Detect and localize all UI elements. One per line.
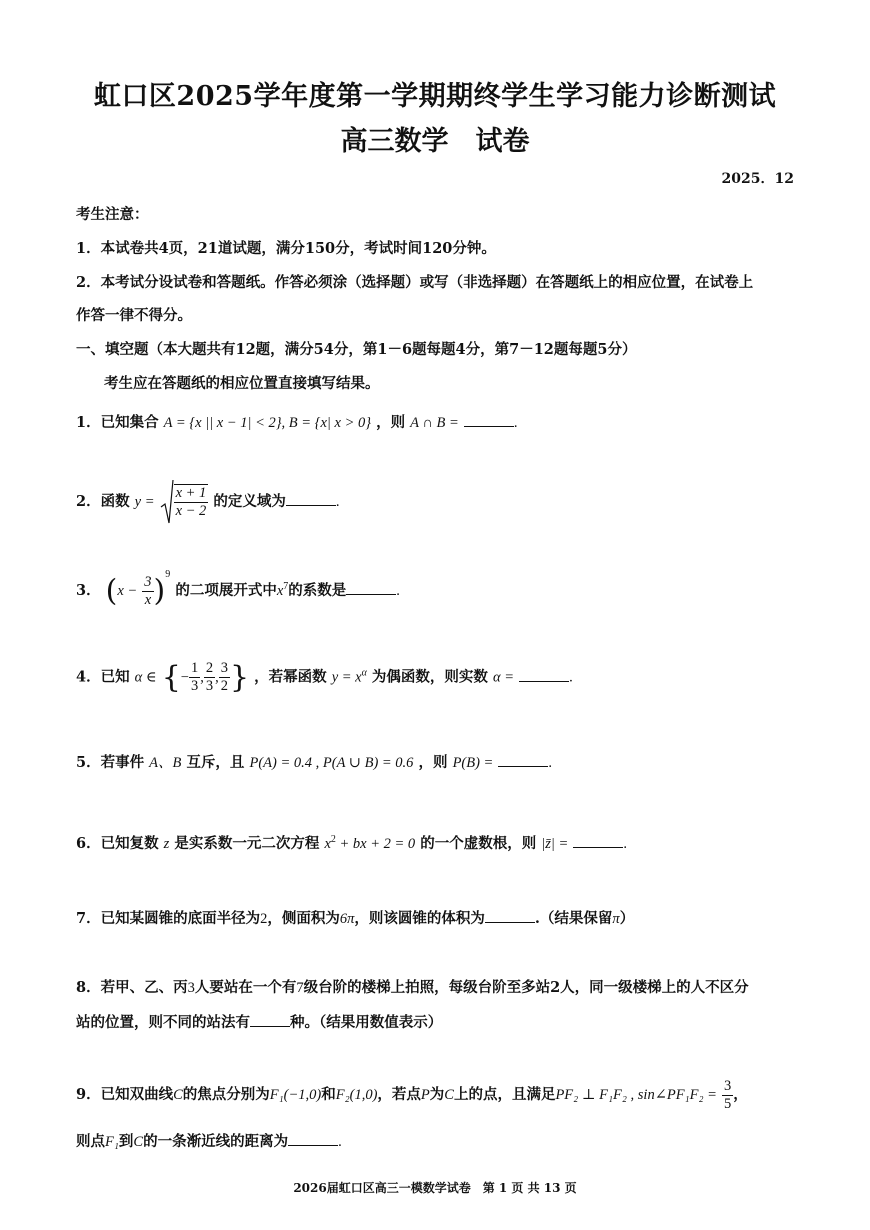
notice-item-2: 2．本考试分设试卷和答题纸。作答必须涂（选择题）或写（非选择题）在答题纸上的相应位置，在试卷上 <box>76 274 754 291</box>
notice-item-2-cont: 作答一律不得分。 <box>76 307 192 324</box>
answer-blank-6[interactable] <box>573 833 623 848</box>
exam-date: 2025．12 <box>721 171 794 187</box>
notice-heading: 考生注意： <box>76 206 149 223</box>
section-heading: 一、填空题（本大题共有12题，满分54分，第1－6题每题4分，第7－12题每题5分） <box>76 341 637 358</box>
question-3: 3． (x − $\frac{3}{x}$ )$^9$ 的二项展开式中$x^7$的系数是 . <box>76 569 400 609</box>
exam-subtitle: 高三数学 试卷 <box>340 126 530 157</box>
answer-blank-2[interactable] <box>286 491 336 506</box>
answer-blank-3[interactable] <box>346 580 396 595</box>
question-9: 9．已知双曲线C的焦点分别为F₁(−1,0)和F₂(1,0)，若点P为C上的点，且满足PF₂ ⊥ F₁F₂ , sin∠PF₁F₂ = $\frac{3}{5}$ ， <box>76 1078 748 1112</box>
answer-blank-8[interactable] <box>250 1012 290 1027</box>
question-6: 6．已知复数 z 是实系数一元二次方程 $x^2$ + bx + 2 = 0 的一个虚数根，则 |z̄| = . <box>76 834 628 852</box>
answer-blank-1[interactable] <box>464 412 514 427</box>
question-1: 1．已知集合 A = {x || x − 1| < 2}, B = {x| x > 0} ，则 A ∩ B = . <box>76 414 518 431</box>
sqrt-expression: $\frac{x + 1}{x - 2}$ <box>160 479 209 525</box>
answer-blank-4[interactable] <box>519 667 569 682</box>
answer-blank-9[interactable] <box>288 1131 338 1146</box>
question-2: 2．函数 y = $\frac{x + 1}{x - 2}$ 的定义域为 . <box>76 479 340 525</box>
question-4: 4．已知 α ∈ {− $\frac{1}{3}$ , $\frac{2}{3}$ , $\frac{3}{2}$ } ，若幂函数 $y = x^\alpha$ 为偶函数，则实数 α = . <box>76 660 573 695</box>
page-footer: 2026届虹口区高三一模数学试卷 第 1 页 共 13 页 <box>293 1181 577 1195</box>
question-9-cont: 则点F₁到C的一条渐近线的距离为 . <box>76 1133 342 1150</box>
answer-blank-7[interactable] <box>485 908 535 923</box>
notice-item-1: 1．本试卷共4页，21道试题，满分150分，考试时间120分钟。 <box>76 240 496 257</box>
section-instruction: 考生应在答题纸的相应位置直接填写结果。 <box>104 375 380 392</box>
question-7: 7．已知某圆锥的底面半径为2，侧面积为6π，则该圆锥的体积为 .（结果保留π） <box>76 910 635 927</box>
exam-title: 虹口区2025学年度第一学期期终学生学习能力诊断测试 <box>93 81 777 112</box>
question-8-cont: 站的位置，则不同的站法有 种。（结果用数值表示） <box>76 1014 443 1031</box>
question-8: 8．若甲、乙、丙3人要站在一个有7级台阶的楼梯上拍照，每级台阶至多站2人，同一级楼梯上的人不区分 <box>76 979 749 996</box>
question-5: 5．若事件 A、B 互斥，且 P(A) = 0.4 , P(A ∪ B) = 0.6 ，则 P(B) = . <box>76 754 553 771</box>
answer-blank-5[interactable] <box>498 752 548 767</box>
